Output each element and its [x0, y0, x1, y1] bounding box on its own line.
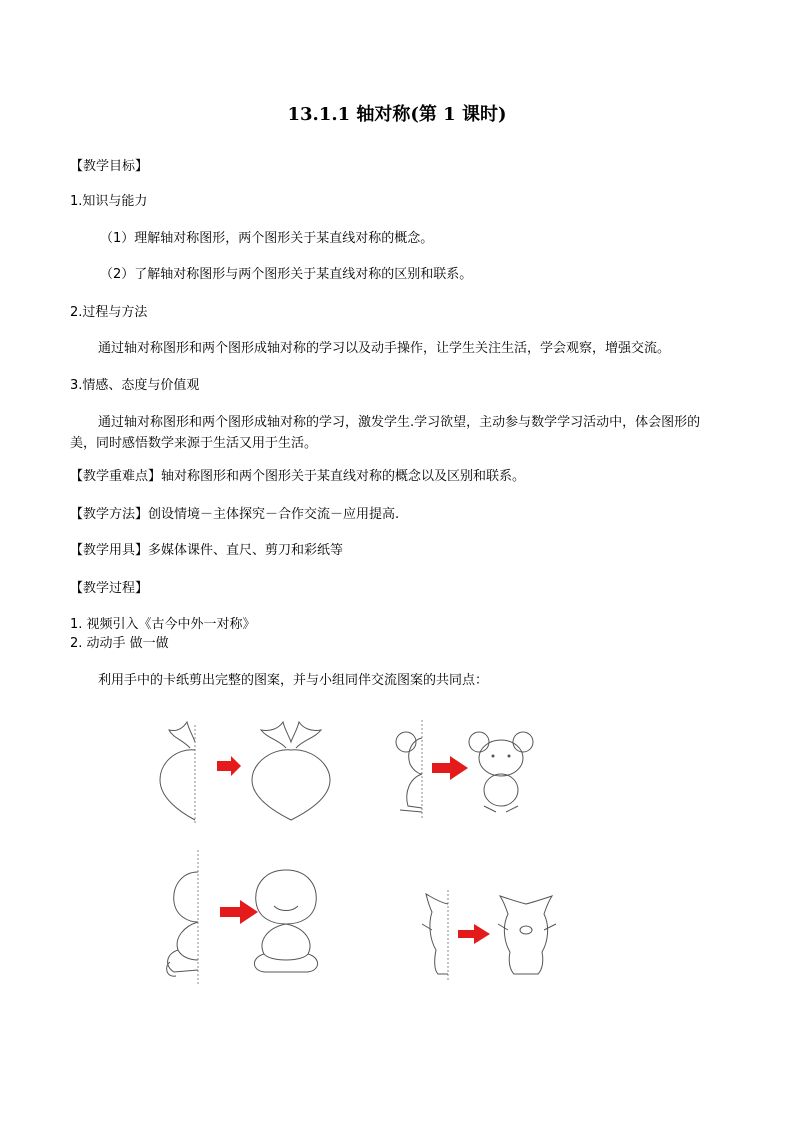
emotion-heading: 3.情感、态度与价值观: [70, 378, 200, 393]
arrow-icon: [220, 900, 258, 924]
teaching-methods: 【教学方法】创设情境－主体探究－合作交流－应用提高.: [70, 507, 400, 522]
step-2-text: 利用手中的卡纸剪出完整的图案，并与小组同伴交流图案的共同点：: [98, 673, 489, 688]
page-title: 13.1.1 轴对称(第 1 课时): [287, 104, 507, 125]
arrow-icon: [432, 756, 468, 780]
emotion-text: 通过轴对称图形和两个图形成轴对称的学习，激发学生.学习欲望，主动参与数学学习活动中，体会图形的美，同时感悟数学来源于生活又用于生活。: [70, 415, 701, 451]
arrow-icon: [217, 756, 241, 776]
knowledge-item-2: （2）了解轴对称图形与两个图形关于某直线对称的区别和联系。: [100, 267, 473, 282]
objectives-heading: 【教学目标】: [70, 159, 149, 174]
key-points: 【教学重难点】轴对称图形和两个图形关于某直线对称的概念以及区别和联系。: [70, 469, 526, 484]
process-heading: 2.过程与方法: [70, 305, 148, 320]
arrow-icon: [458, 924, 490, 944]
teaching-tools: 【教学用具】多媒体课件、直尺、剪刀和彩纸等: [70, 543, 344, 558]
process-main-heading: 【教学过程】: [70, 581, 149, 596]
radish-figure: [155, 720, 340, 830]
knowledge-item-1: （1）理解轴对称图形，两个图形关于某直线对称的概念。: [100, 231, 434, 246]
step-2: 2. 动动手 做一做: [70, 636, 169, 651]
knowledge-heading: 1.知识与能力: [70, 194, 148, 209]
monkey-figure: [160, 850, 335, 985]
mouse-figure: [392, 720, 542, 820]
step-1: 1. 视频引入《古今中外一对称》: [70, 617, 256, 632]
pig-figure: [418, 890, 568, 980]
process-text: 通过轴对称图形和两个图形成轴对称的学习以及动手操作，让学生关注生活，学会观察，增强交流。: [98, 341, 671, 356]
